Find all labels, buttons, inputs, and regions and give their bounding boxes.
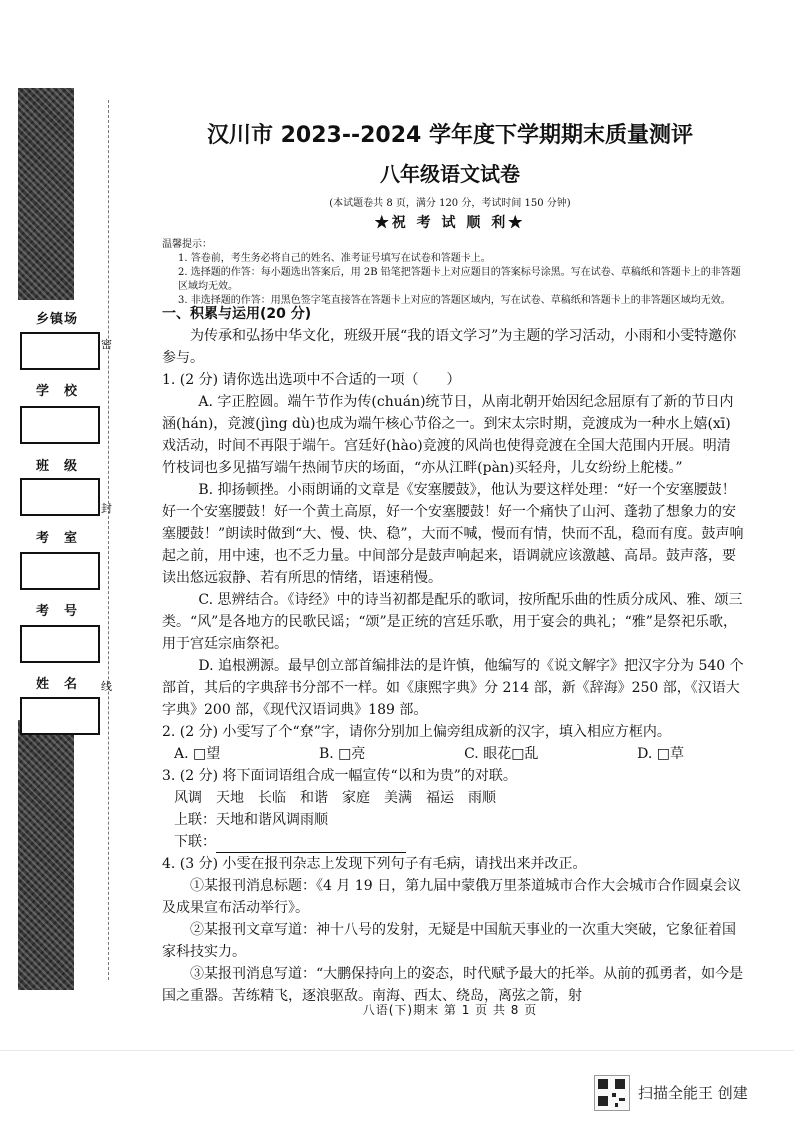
good-luck-banner: ★祝 考 试 顺 利★ (374, 215, 526, 231)
field-box-town[interactable] (20, 332, 100, 370)
q4-sentence-3: ③某报刊消息写道：“大鹏保持向上的姿态，时代赋予最大的托举。从前的孤勇者，如今是国之重器。苦练精飞，逐浪驱敌。南海、西太、绕岛，离弦之箭，射 (162, 966, 744, 1004)
field-box-class[interactable] (20, 478, 100, 516)
scanner-watermark: 扫描全能王 创建 (638, 1084, 748, 1102)
q3-stem: 3. (2 分) 将下面词语组合成一幅宣传“以和为贵”的对联。 (162, 768, 517, 784)
exam-subtitle: 八年级语文试卷 (380, 162, 520, 186)
q1-option-d: D. 追根溯源。最早创立部首编排法的是许慎，他编写的《说文解字》把汉字分为 540 个部首，其后的字典辞书分部不一样。如《康熙字典》分 214 部，新《辞海》250 部，《汉语大字典》200 部，《现代汉语词典》189 部。 (162, 658, 744, 718)
q3-answer-line[interactable] (216, 838, 406, 853)
tip-item: 2. 选择题的作答：每小题选出答案后，用 2B 铅笔把答题卡上对应题目的答案标号涂黑。写在试卷、草稿纸和答题卡上的非答题区域均无效。 (178, 267, 741, 292)
q2-option: C. 眼花□乱 (464, 746, 539, 762)
q3-words: 风调 天地 长临 和谐 家庭 美满 福运 雨顺 (174, 790, 496, 806)
binding-char-line: 线 (101, 680, 112, 693)
q2-stem: 2. (2 分) 小雯写了个“尞”字，请你分别加上偏旁组成新的汉字，填入相应方框内。 (162, 724, 671, 740)
exam-title: 汉川市 2023--2024 学年度下学期期末质量测评 (206, 123, 694, 148)
qr-code-icon (594, 1075, 630, 1111)
section-intro: 为传承和弘扬中华文化，班级开展“我的语文学习”为主题的学习活动，小雨和小雯特邀你参与。 (162, 328, 737, 366)
q1-option-a: A. 字正腔圆。端午节作为传(chuán)统节日，从南北朝开始因纪念屈原有了新的节日内涵(hán)，竞渡(jìng dù)也成为端午核心节俗之一。到宋太宗时期，竞渡成为一种水上嬉(xī)戏活动，时间不再限于端午。宫廷好(hào)竞渡的风尚也使得竞渡在全国大范围内开展。明清竹枝词也多见描写端午热闹节庆的场面，“亦从江畔(pàn)买轻舟，儿女纷纷上舵楼。” (162, 394, 734, 476)
tip-item: 1. 答卷前，考生务必将自己的姓名、准考证号填写在试卷和答题卡上。 (178, 253, 491, 264)
section-heading: 一、积累与运用(20 分) (162, 306, 312, 322)
field-label-exam-number: 考 号 (35, 604, 78, 619)
q1-option-c: C. 思辨结合。《诗经》中的诗当初都是配乐的歌词，按所配乐曲的性质分成风、雅、颂三类。“风”是各地方的民歌民谣；“颂”是正统的宫廷乐歌，用于宴会的典礼；“雅”是祭祀乐歌，用于宫廷宗庙祭祀。 (162, 592, 743, 652)
tip-item: 3. 非选择题的作答：用黑色签字笔直接答在答题卡上对应的答题区域内，写在试卷、草稿纸和答题卡上的非答题区域均无效。 (178, 295, 731, 306)
field-box-name[interactable] (20, 697, 100, 735)
q3-lower-label: 下联： (174, 834, 216, 850)
question-content (162, 303, 744, 1007)
exam-note: (本试题卷共 8 页，满分 120 分，考试时间 150 分钟) (329, 198, 571, 209)
q1-option-b: B. 抑扬顿挫。小雨朗诵的文章是《安塞腰鼓》，他认为要这样处理：“好一个安塞腰鼓！好一个安塞腰鼓！好一个黄土高原，好一个安塞腰鼓！好一个痛快了山河、蓬勃了想象力的安塞腰鼓！”朗读时做到“大、慢、快、稳”，大而不喊，慢而有情，快而不乱，稳而有度。鼓声响起之前，用中速，也不乏力量。中间部分是鼓声响起来，语调就应该激越、高昂。鼓声落，要读出悠远寂静、若有所思的情绪，语速稍慢。 (162, 482, 744, 586)
field-label-school: 学 校 (35, 384, 78, 399)
q2-options (162, 743, 744, 765)
binding-char-seal: 密 (101, 338, 112, 351)
page-footer: 八语(下)期末 第 1 页 共 8 页 (362, 1003, 538, 1017)
field-label-town: 乡镇场 (35, 312, 78, 327)
field-label-name: 姓 名 (35, 677, 78, 692)
field-label-class: 班 级 (35, 459, 78, 474)
tips-heading: 温馨提示： (162, 239, 212, 250)
q4-sentence-1: ①某报刊消息标题：《4 月 19 日，第九届中蒙俄万里茶道城市合作大会城市合作圆桌会议及成果宣布活动举行》。 (162, 878, 742, 916)
q2-option: A. □望 (174, 746, 221, 762)
tips-block (162, 238, 744, 308)
field-box-exam-number[interactable] (20, 625, 100, 663)
q3-upper-couplet: 上联：天地和谐风调雨顺 (174, 812, 328, 828)
q1-stem: 1. (2 分) 请你选出选项中不合适的一项（ ） (162, 372, 461, 388)
field-box-school[interactable] (20, 406, 100, 444)
scan-separator (0, 1050, 794, 1051)
field-label-room: 考 室 (35, 531, 78, 546)
binding-char-close: 封 (101, 502, 112, 515)
field-box-room[interactable] (20, 552, 100, 590)
q4-stem: 4. (3 分) 小雯在报刊杂志上发现下列句子有毛病，请找出来并改正。 (162, 856, 587, 872)
q2-option: B. □亮 (318, 746, 366, 762)
q4-sentence-2: ②某报刊文章写道：神十八号的发射，无疑是中国航天事业的一次重大突破，它象征着国家科技实力。 (162, 922, 736, 960)
q3-lower-couplet (162, 831, 744, 853)
binding-dashed-line (108, 100, 109, 980)
q2-option: D. □草 (637, 746, 684, 762)
